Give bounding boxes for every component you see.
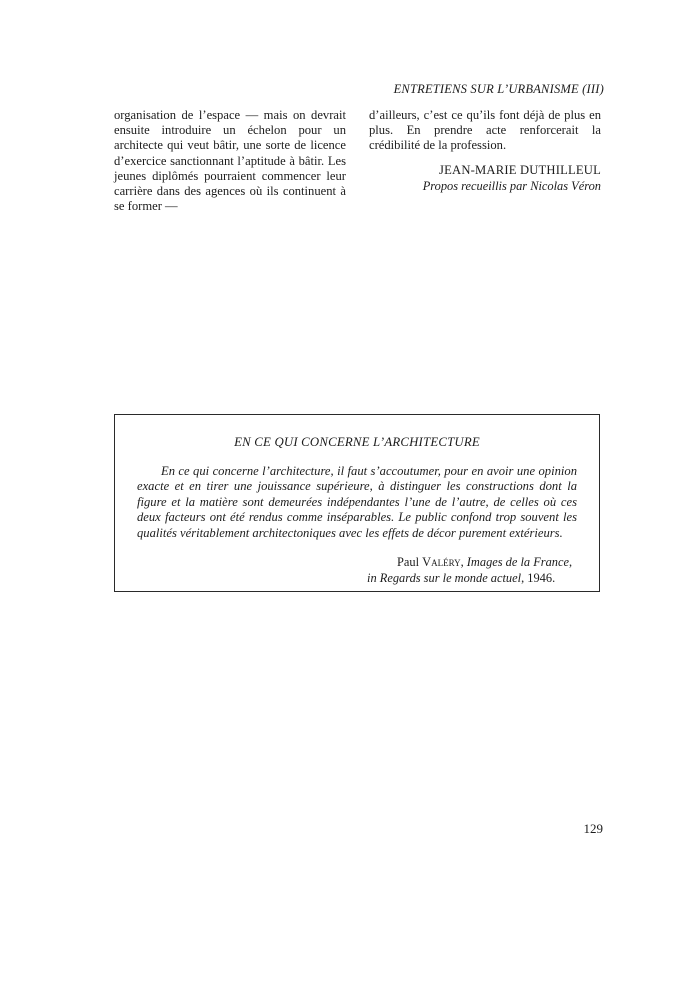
author-signature: JEAN-MARIE DUTHILLEUL <box>439 162 601 177</box>
quote-attribution <box>367 555 587 586</box>
attribution-line-1: Paul Valéry, Images de la France, <box>397 555 573 569</box>
running-title: ENTRETIENS SUR L’URBANISME (III) <box>393 82 604 96</box>
source-year: 1946. <box>527 570 556 585</box>
quote-text: En ce qui concerne l’architecture, il faut s’accoutumer, pour en avoir une opinion exacte et en tirer une jouissance supérieure, à distinguer les constructions dont la figure et la matière sont demeurées indépendantes l’une de l’autre, de celles où ces deux facteurs ont été rendus comme inséparables. Le public confond trop souvent les qualités véritablement architectoniques avec les effets de décor purement extérieurs. <box>137 464 577 540</box>
right-column-text: d’ailleurs, c’est ce qu’ils font déjà de plus en plus. En prendre acte renforcerait la crédibilité de la profession. <box>369 108 601 153</box>
author-last-name: Valéry <box>422 555 461 569</box>
work-title: Images de la France <box>466 555 569 569</box>
page-number: 129 <box>583 821 603 836</box>
author-first-name: Paul <box>397 555 420 569</box>
left-column <box>114 108 346 214</box>
attribution-line-2: in Regards sur le monde actuel, 1946. <box>367 570 556 585</box>
interview-credit: Propos recueillis par Nicolas Véron <box>422 178 601 193</box>
left-column-text: organisation de l’espace — mais on devrait ensuite introduire un échelon pour un architecte qui veut bâtir, une sorte de licence d’exercice sanctionnant l’aptitude à bâtir. Les jeunes diplômés pourraient commencer leur carrière dans des agences où ils continuent à se former — <box>114 108 346 214</box>
in-prefix: in <box>367 570 377 585</box>
source-title: Regards sur le monde actuel <box>379 570 522 585</box>
right-column <box>369 108 601 194</box>
quote-box-title: EN CE QUI CONCERNE L’ARCHITECTURE <box>234 435 480 449</box>
quote-box <box>114 414 600 592</box>
